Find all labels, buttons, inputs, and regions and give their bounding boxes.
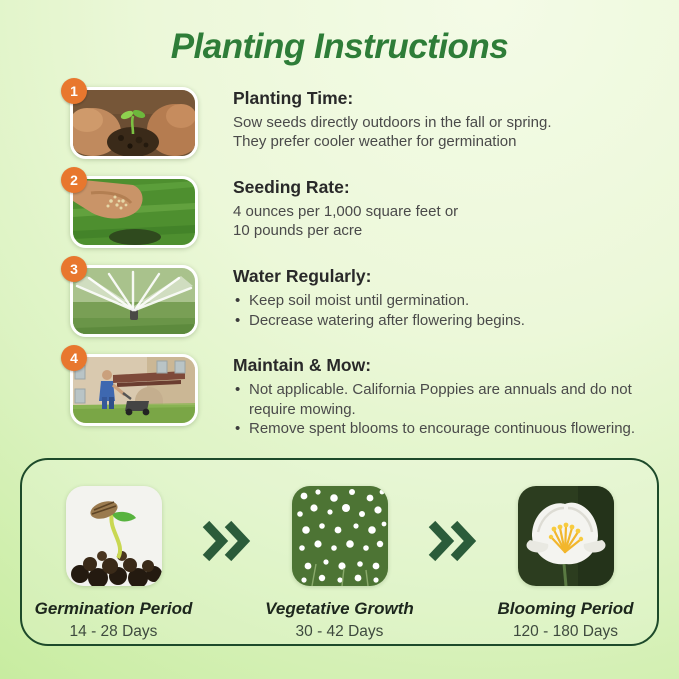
stage-germination (28, 486, 200, 641)
sprouting-seedling-image (66, 486, 162, 586)
sprinkler-photo (70, 265, 198, 337)
step-1-number-badge: 1 (61, 78, 87, 104)
white-flower-clusters-image (292, 486, 388, 586)
step-2-line-1: 4 ounces per 1,000 square feet or (233, 203, 459, 220)
step-2-line-2: 10 pounds per acre (233, 222, 363, 240)
step-1-line-2: They prefer cooler weather for germination (233, 133, 517, 151)
stage-germination-label: Germination Period (34, 599, 193, 618)
step-3-text (233, 265, 668, 330)
stage-germination-duration: 14 - 28 Days (69, 623, 158, 640)
page-title: Planting Instructions (170, 27, 509, 66)
growth-stages-row (22, 460, 657, 641)
step-3-bullet-2: • Decrease watering after flowering begins. (233, 311, 668, 331)
step-1-heading: Planting Time: (233, 88, 354, 108)
step-1-text (233, 87, 668, 151)
growth-timeline-box (20, 458, 659, 646)
step-1-photo-wrap (70, 83, 198, 159)
stage-vegetative-label: Vegetative Growth (265, 599, 414, 618)
stage-blooming-duration: 120 - 180 Days (512, 623, 619, 640)
step-water-regularly (70, 261, 679, 337)
step-4-bullet-2: • Remove spent blooms to encourage continuous flowering. (233, 419, 668, 439)
step-2-heading: Seeding Rate: (233, 177, 350, 197)
stage-vegetative-duration: 30 - 42 Days (295, 623, 384, 640)
step-2-text (233, 176, 668, 240)
step-seeding-rate (70, 172, 679, 248)
hands-holding-soil-seedling-photo (70, 87, 198, 159)
step-4-number-badge: 4 (61, 345, 87, 371)
step-2-number-badge: 2 (61, 167, 87, 193)
step-planting-time (70, 83, 679, 159)
double-chevron-icon-1 (200, 520, 254, 562)
step-4-bullets (233, 380, 668, 439)
steps-list (70, 83, 679, 439)
stage-vegetative (254, 486, 426, 641)
step-3-photo-wrap (70, 261, 198, 337)
lawn-mowing-photo (70, 354, 198, 426)
step-3-number-badge: 3 (61, 256, 87, 282)
step-4-photo-wrap (70, 350, 198, 426)
step-4-bullet-1: • Not applicable. California Poppies are annuals and do not require mowing. (233, 380, 668, 419)
step-3-bullet-1: • Keep soil moist until germination. (233, 291, 668, 311)
step-maintain-mow (70, 350, 679, 439)
step-3-heading: Water Regularly: (233, 266, 372, 286)
step-3-bullets (233, 291, 668, 330)
white-poppy-bloom-image (518, 486, 614, 586)
step-1-line-1: Sow seeds directly outdoors in the fall or spring. (233, 114, 552, 131)
stage-blooming (480, 486, 652, 641)
step-4-text (233, 354, 668, 439)
step-2-photo-wrap (70, 172, 198, 248)
hand-sowing-seeds-photo (70, 176, 198, 248)
stage-blooming-label: Blooming Period (497, 599, 634, 618)
double-chevron-icon-2 (426, 520, 480, 562)
step-4-heading: Maintain & Mow: (233, 355, 372, 375)
